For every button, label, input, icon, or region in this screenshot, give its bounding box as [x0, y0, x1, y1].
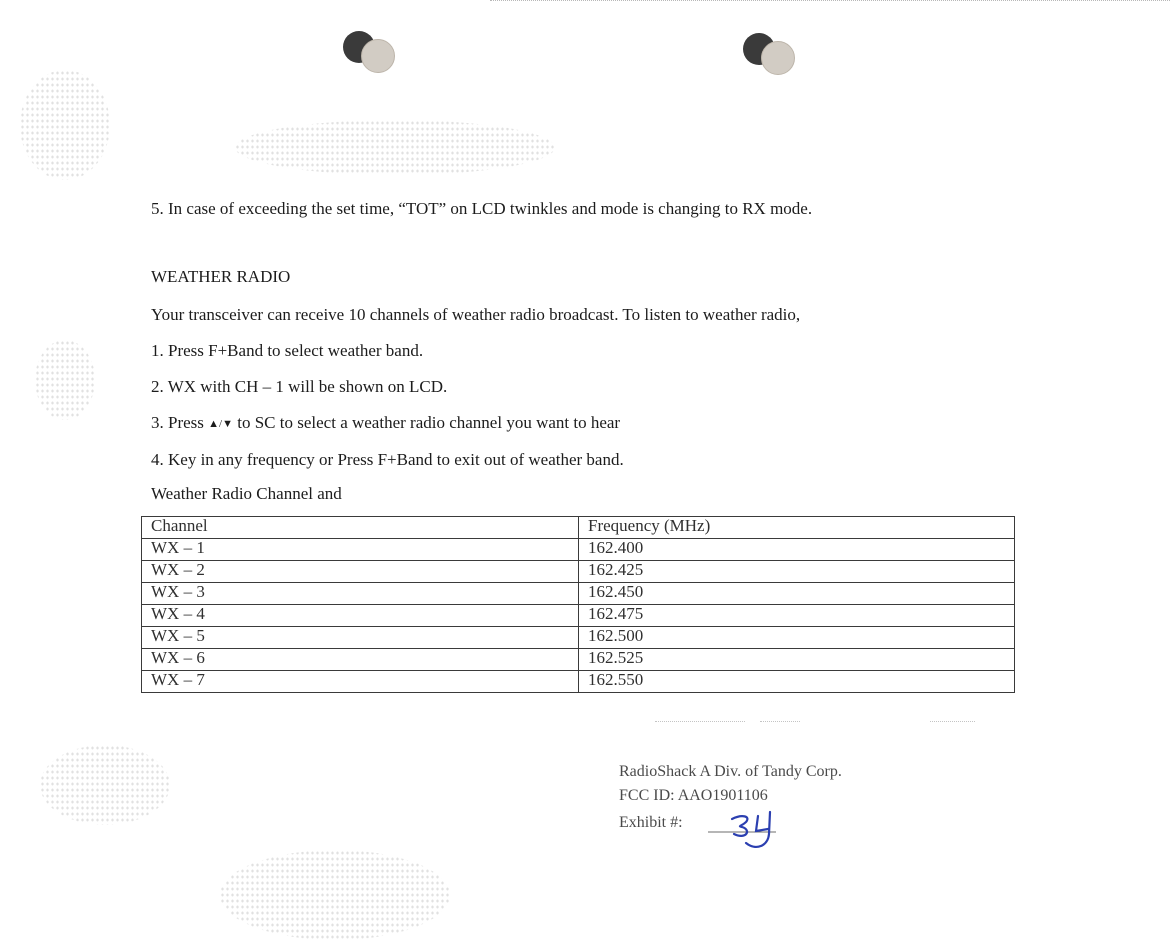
scan-dots — [655, 721, 745, 722]
page-edge-line — [490, 0, 1170, 1]
table-row — [142, 627, 1015, 649]
scan-noise — [20, 70, 110, 180]
frequency-cell: 162.450 — [579, 583, 1015, 605]
step-4: 4. Key in any frequency or Press F+Band to exit out of weather band. — [151, 450, 624, 469]
punch-hole-left — [343, 31, 405, 75]
channel-cell: WX – 7 — [142, 671, 579, 693]
header-frequency: Frequency (MHz) — [579, 517, 1015, 539]
paragraph-tot: 5. In case of exceeding the set time, “TOT” on LCD twinkles and mode is changing to RX mode. — [151, 199, 813, 218]
footer-exhibit — [619, 814, 683, 832]
punch-hole-right — [743, 33, 805, 77]
table-caption: Weather Radio Channel and — [151, 484, 342, 503]
table-row — [142, 539, 1015, 561]
footer-fcc-id: FCC ID: AAO1901106 — [619, 787, 768, 804]
scan-noise — [35, 340, 95, 420]
channel-cell: WX – 5 — [142, 627, 579, 649]
channel-cell: WX – 4 — [142, 605, 579, 627]
frequency-cell: 162.425 — [579, 561, 1015, 583]
frequency-cell: 162.475 — [579, 605, 1015, 627]
handwritten-exhibit-number — [706, 804, 781, 856]
intro-text: Your transceiver can receive 10 channels of weather radio broadcast. To listen to weather radio, — [151, 305, 801, 324]
channel-cell: WX – 1 — [142, 539, 579, 561]
exhibit-label: Exhibit #: — [619, 814, 683, 831]
frequency-cell: 162.550 — [579, 671, 1015, 693]
table-row — [142, 583, 1015, 605]
channel-cell: WX – 6 — [142, 649, 579, 671]
weather-channel-table — [141, 516, 1015, 693]
step-3 — [151, 413, 620, 433]
table-row — [142, 605, 1015, 627]
step-2: 2. WX with CH – 1 will be shown on LCD. — [151, 377, 448, 396]
scan-noise — [220, 850, 450, 940]
scan-noise — [40, 745, 170, 825]
header-channel: Channel — [142, 517, 579, 539]
handwritten-digit-4 — [746, 812, 770, 847]
up-down-arrow-icon: ▲/▼ — [208, 418, 233, 430]
channel-cell: WX – 2 — [142, 561, 579, 583]
step-1: 1. Press F+Band to select weather band. — [151, 341, 424, 360]
scan-noise — [235, 120, 555, 175]
step-3-rest: to SC to select a weather radio channel you want to hear — [237, 413, 621, 432]
table-row — [142, 671, 1015, 693]
footer-company: RadioShack A Div. of Tandy Corp. — [619, 763, 842, 780]
scan-dots — [930, 721, 975, 722]
table-header-row — [142, 517, 1015, 539]
frequency-cell: 162.525 — [579, 649, 1015, 671]
step-3-prefix: 3. Press — [151, 413, 204, 432]
channel-cell: WX – 3 — [142, 583, 579, 605]
handwritten-digit-3 — [732, 816, 747, 836]
section-heading: WEATHER RADIO — [151, 267, 291, 286]
table-row — [142, 649, 1015, 671]
table-row — [142, 561, 1015, 583]
scan-dots — [760, 721, 800, 722]
frequency-cell: 162.400 — [579, 539, 1015, 561]
frequency-cell: 162.500 — [579, 627, 1015, 649]
